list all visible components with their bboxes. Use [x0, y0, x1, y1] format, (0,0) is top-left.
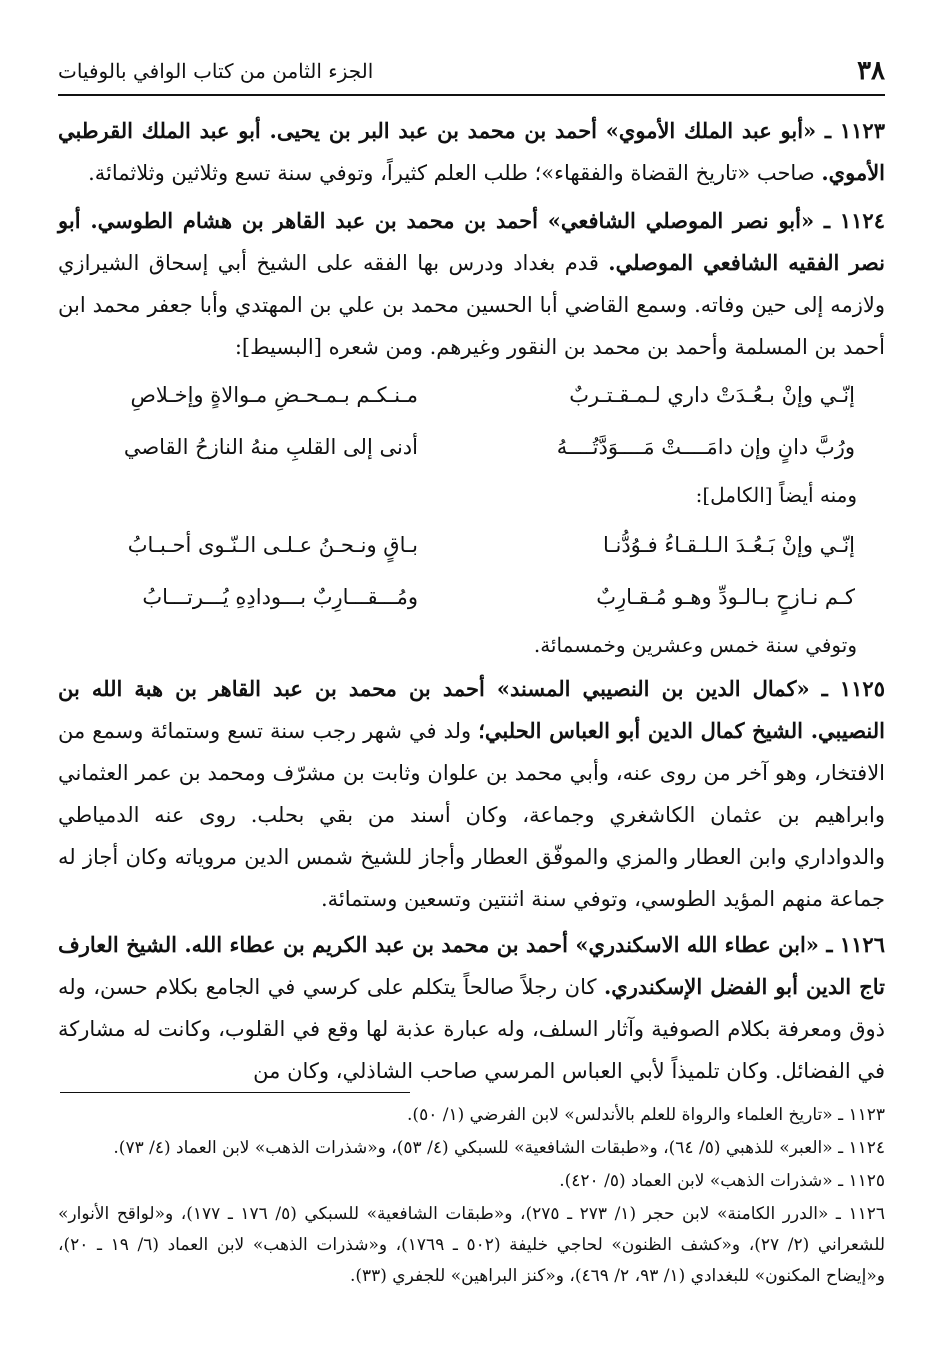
verse-first-hemistich: كـم نـازحٍ بـالـودِّ وهـو مُـقـارِبٌ — [596, 585, 855, 609]
meter-note: ومنه أيضاً [الكامل]: — [695, 483, 857, 507]
footnote-1125: ١١٢٥ ـ «شذرات الذهب» لابن العماد (٥/ ٤٢٠). — [559, 1171, 885, 1191]
verse-second-hemistich: مـنـكـم بـمـحـضِ مـوالاةٍ وإخـلاصِ — [130, 383, 418, 407]
entry-heading: ١١٢٣ ـ «أبو عبد الملك الأموي» أحمد بن محمد بن عبد البر بن يحيى. أبو عبد الملك القرطبي الأموي. — [58, 118, 885, 185]
verse-second-hemistich: ومُـــقـــارِبٌ بـــودادِهِ يُـــرتـــابُ — [142, 585, 418, 609]
entry-heading: ١١٢٤ ـ «أبو نصر الموصلي الشافعي» أحمد بن محمد بن عبد القاهر بن هشام الطوسي. أبو نصر الفقيه الشافعي الموصلي. — [58, 208, 885, 275]
main-text — [58, 110, 885, 1092]
entry-heading: ١١٢٦ ـ «ابن عطاء الله الاسكندري» أحمد بن محمد بن عبد الكريم بن عطاء الله. الشيخ العارف تاج الدين أبو الفضل الإسكندري. — [58, 932, 885, 999]
entry-heading: ١١٢٥ ـ «كمال الدين بن النصيبي المسند» أحمد بن محمد بن عبد القاهر بن هبة الله بن النصيبي. الشيخ كمال الدين أبو العباس الحلبي؛ — [58, 676, 885, 743]
entry-1123 — [58, 110, 885, 194]
entry-text: صاحب «تاريخ القضاة والفقهاء»؛ طلب العلم كثيراً، وتوفي سنة تسع وثلاثين وثلاثمائة. — [88, 161, 822, 185]
death-note: وتوفي سنة خمس وعشرين وخمسمائة. — [533, 633, 857, 657]
footnote-divider — [60, 1092, 410, 1093]
running-header — [58, 50, 885, 96]
verse-first-hemistich: ورُبَّ دانٍ وإن دامَــــتْ مَــــوَدَّتُــــهُ — [556, 435, 855, 459]
verse-first-hemistich: إنّـي وإنْ بَـعُـدَ الـلـقـاءُ فـوُدُّنـا — [602, 533, 855, 557]
verse-second-hemistich: أدنى إلى القلبِ منهُ النازحُ القاصي — [123, 435, 418, 459]
verse-second-hemistich: بـاقٍ ونـحـنُ عـلـى الـنّـوى أحـبـابُ — [127, 533, 418, 557]
running-title: الجزء الثامن من كتاب الوافي بالوفيات — [58, 59, 374, 83]
footnote-1123: ١١٢٣ ـ «تاريخ العلماء والرواة للعلم بالأندلس» لابن الفرضي (١/ ٥٠). — [407, 1105, 885, 1125]
footnotes — [58, 1100, 885, 1294]
footnote-1124: ١١٢٤ ـ «العبر» للذهبي (٥/ ٦٤)، و«طبقات الشافعية» للسبكي (٤/ ٥٣)، و«شذرات الذهب» لابن العماد (٤/ ٧٣). — [113, 1138, 885, 1158]
entry-1126 — [58, 924, 885, 1092]
entry-text: كان رجلاً صالحاً يتكلم على كرسي في الجامع بكلام حسن، وله ذوق ومعرفة بكلام الصوفية وآثار السلف، وله عبارة عذبة لها وقع في القلوب، وكانت له مشاركة في الفضائل. وكان تلميذاً لأبي العباس المرسي صاحب الشاذلي، وكان من — [58, 975, 885, 1083]
entry-text: قدم بغداد ودرس بها الفقه على الشيخ أبي إسحاق الشيرازي ولازمه إلى حين وفاته. وسمع القاضي أبا الحسين محمد بن علي بن المهتدي وأبا جعفر محمد ابن أحمد بن المسلمة وأحمد بن محمد بن النقور وغيرهم. ومن شعره [البسيط]: — [58, 251, 885, 359]
footnote-1126: ١١٢٦ ـ «الدرر الكامنة» لابن حجر (١/ ٢٧٣ ـ ٢٧٥)، و«طبقات الشافعية» للسبكي (٥/ ١٧٦ ـ ١٧٧)، و«لواقح الأنوار» للشعراني (٢/ ٢٧)، و«كشف الظنون» لحاجي خليفة (٥٠٢ ـ ١٧٦٩)، و«شذرات الذهب» لابن العماد (٦/ ١٩ ـ ٢٠)، و«إيضاح المكنون» للبغدادي (١/ ٩٣، ٢/ ٤٦٩)، و«كنز البراهين» للجفري (٣٣). — [58, 1204, 886, 1286]
poem-verse — [58, 368, 885, 420]
entry-1124 — [58, 200, 885, 368]
poem-verse — [58, 518, 885, 570]
verse-first-hemistich: إنّـي وإنْ بـعُـدَتْ داري لـمـقـتـربٌ — [569, 383, 855, 407]
poem-verse — [58, 420, 885, 472]
entry-1125 — [58, 668, 885, 920]
poem-verse — [58, 570, 885, 622]
page-number: ٣٨ — [857, 56, 885, 86]
entry-text: ولد في شهر رجب سنة تسع وستمائة وسمع من الافتخار، وهو آخر من روى عنه، وأبي محمد بن علوان وثابت بن مشرّف ومحمد بن عمر العثماني وابراهيم بن عثمان الكاشغري وجماعة، وكان أسند من بقي بحلب. روى عنه الدمياطي والدواداري وابن العطار والمزي والموفّق العطار وأجاز للشيخ شمس الدين مروياته وكان أجاز له جماعة منهم المؤيد الطوسي، وتوفي سنة اثنتين وتسعين وستمائة. — [58, 719, 885, 911]
